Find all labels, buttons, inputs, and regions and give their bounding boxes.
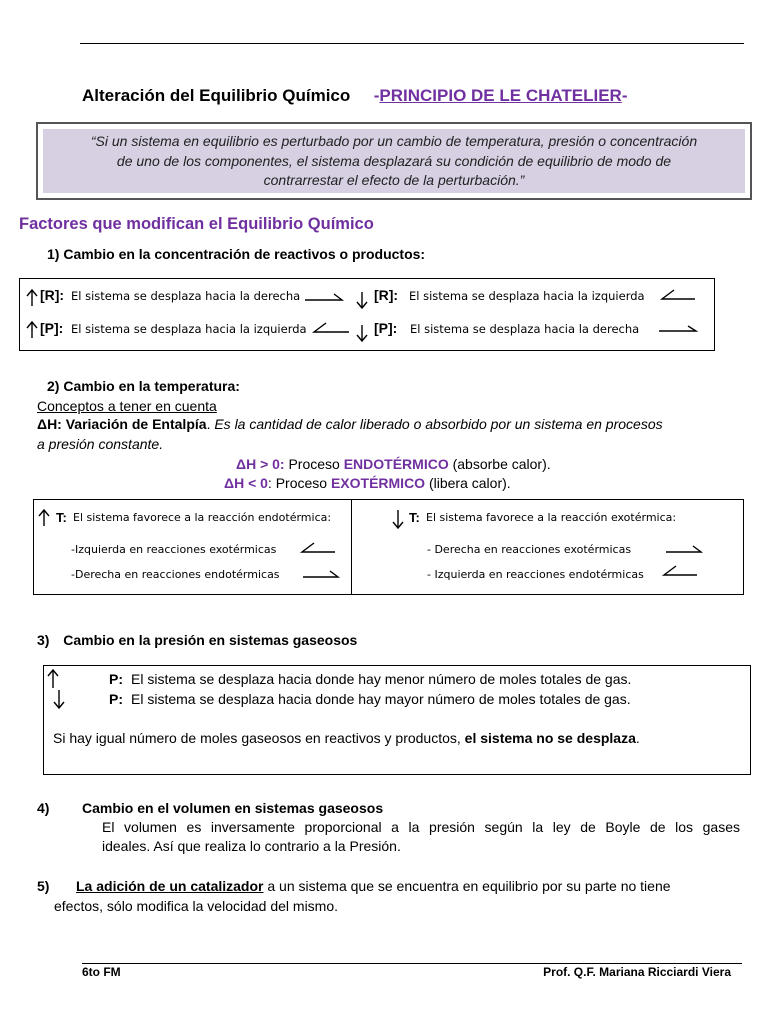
concentration-text: El sistema se desplaza hacia la izquierda [71,322,307,336]
process-word: Proceso [288,456,340,472]
temperature-table [33,499,744,595]
left-harpoon-icon [312,322,350,334]
concentration-label: [P]: [374,320,398,336]
endothermic-word: ENDOTÉRMICO [343,456,449,472]
left-harpoon-icon [660,289,696,301]
pressure-label: P: [109,671,123,687]
temperature-label: T: [409,510,420,525]
quote-line: contrarrestar el efecto de la perturbación.” [263,172,525,188]
up-arrow-icon [26,289,38,307]
section-number: 5) [37,878,50,894]
down-arrow-icon [356,291,368,309]
period: . [635,730,640,746]
enthalpy-dot: . [206,416,211,432]
catalyst-heading: La adición de un catalizador [76,878,264,894]
delta-h-positive: ΔH > 0: [236,456,285,472]
exothermic-word: EXOTÉRMICO [330,475,426,491]
enthalpy-definition [37,416,663,432]
temperature-row: -Izquierda en reacciones exotérmicas [71,543,277,556]
left-harpoon-icon [662,565,698,577]
subtitle-text: PRINCIPIO DE LE CHATELIER [379,86,622,105]
temperature-row: - Derecha en reacciones exotérmicas [427,543,632,556]
section4-text: ideales. Así que realiza lo contrario a la Presión. [102,838,401,854]
concentration-text: El sistema se desplaza hacia la derecha [410,322,640,336]
section4-heading: Cambio en el volumen en sistemas gaseosos [82,800,384,816]
up-arrow-icon [38,509,50,527]
section5-text: efectos, sólo modifica la velocidad del mismo. [54,898,339,914]
process-word: Proceso [275,475,328,491]
concentration-text: El sistema se desplaza hacia la derecha [71,289,301,303]
footer-rule [82,963,742,964]
quote-background [43,129,745,193]
footer-author: Prof. Q.F. Mariana Ricciardi Viera [543,965,731,979]
right-harpoon-icon [304,293,344,303]
temperature-title: El sistema favorece a la reacción endotérmica: [73,511,332,524]
section4-text: El volumen es inversamente proporcional a la presión según la ley de Boyle de los gases [102,819,740,835]
pressure-label: P: [109,691,123,707]
concentration-text: El sistema se desplaza hacia la izquierda [409,289,645,303]
page-title [82,86,628,106]
right-harpoon-icon [665,545,703,555]
section-number: 3) [37,632,50,648]
title-dash: - [621,86,628,105]
enthalpy-label: ΔH: Variación de Entalpía [37,416,207,432]
exothermic-note: (libera calor). [428,475,511,491]
temperature-title: El sistema favorece a la reacción exotérmica: [426,511,677,524]
top-rule [80,43,744,44]
quote-box [36,122,752,200]
temperature-row: - Izquierda en reacciones endotérmicas [427,568,644,581]
factors-heading: Factores que modifican el Equilibrio Químico [19,215,374,233]
concentration-table [19,278,715,351]
right-harpoon-icon [302,570,340,580]
section3-title: Cambio en la presión en sistemas gaseosos [63,632,358,648]
right-harpoon-icon [658,325,698,335]
quote-text [53,132,735,191]
enthalpy-text: Es la cantidad de calor liberado o absorbido por un sistema en procesos [214,416,663,432]
colon: : [267,475,272,491]
enthalpy-text: a presión constante. [37,436,164,452]
section-number: 4) [37,800,50,816]
title-dash: - [373,86,380,105]
pressure-up-text: El sistema se desplaza hacia donde hay menor número de moles totales de gas. [131,671,632,687]
section1-heading: 1) Cambio en la concentración de reactivos o productos: [47,246,426,262]
left-harpoon-icon [300,542,336,554]
quote-line: de uno de los componentes, el sistema desplazará su condición de equilibrio de modo de [116,152,672,169]
section5-line [76,878,671,894]
quote-line: “Si un sistema en equilibrio es perturbado por un cambio de temperatura, presión o concentración [90,133,698,149]
pressure-equal-text: Si hay igual número de moles gaseosos en reactivos y productos, [53,730,461,746]
exothermic-line [224,475,511,491]
footer-course: 6to FM [82,965,121,979]
table-divider [351,500,352,594]
temperature-label: T: [56,510,67,525]
up-arrow-icon [26,321,38,339]
concentration-label: [P]: [40,320,64,336]
down-arrow-icon [392,509,404,529]
pressure-down-text: El sistema se desplaza hacia donde hay mayor número de moles totales de gas. [131,691,631,707]
down-arrow-icon [356,324,368,342]
endothermic-line [236,456,551,472]
pressure-box [43,665,751,775]
delta-h-negative: ΔH < 0 [224,475,268,491]
concepts-subheading: Conceptos a tener en cuenta [37,398,217,414]
down-arrow-icon [53,689,65,709]
pressure-equal-line [53,730,640,746]
pressure-equal-bold: el sistema no se desplaza [464,730,636,746]
section3-heading [37,632,357,648]
section2-heading: 2) Cambio en la temperatura: [47,378,240,394]
concentration-label: [R]: [374,287,399,303]
concentration-label: [R]: [40,287,65,303]
section5-text: a un sistema que se encuentra en equilibrio por su parte no tiene [267,878,671,894]
temperature-row: -Derecha en reacciones endotérmicas [71,568,280,581]
endothermic-note: (absorbe calor). [452,456,551,472]
up-arrow-icon [47,669,59,689]
title-text: Alteración del Equilibrio Químico [82,86,351,105]
